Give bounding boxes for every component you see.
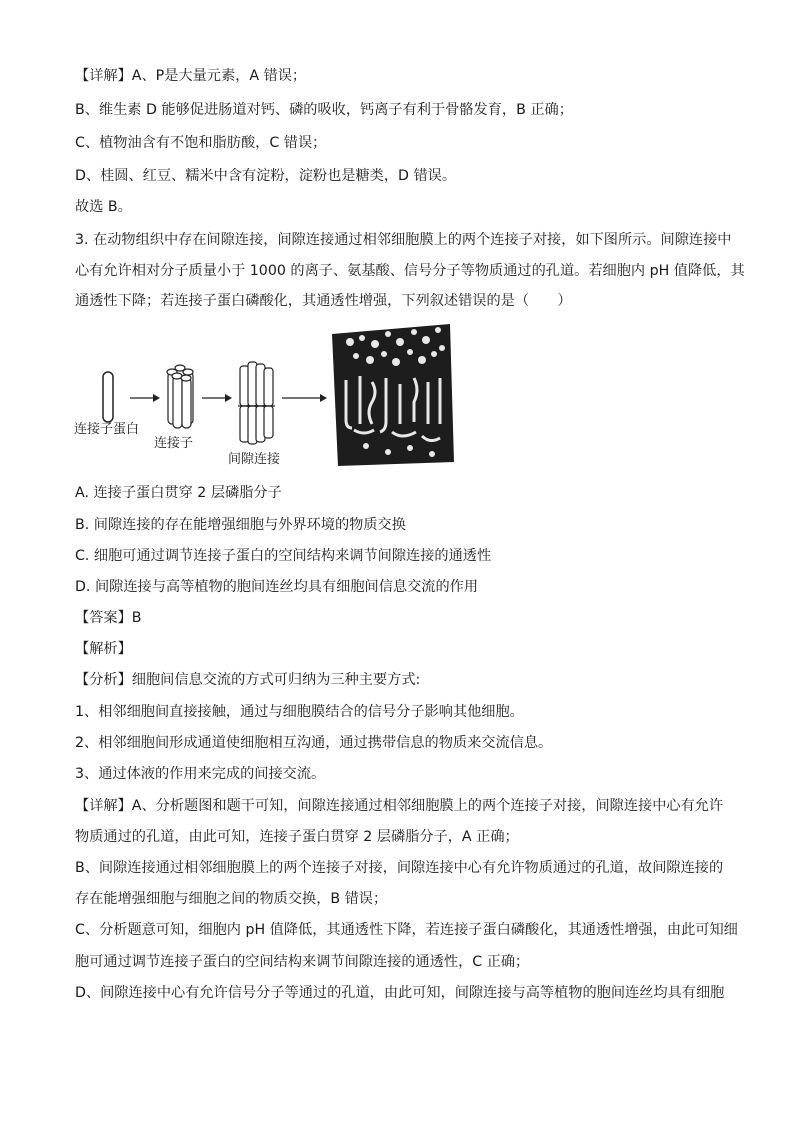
detail-line-a: 【详解】A、P是大量元素，A 错误； — [75, 68, 307, 84]
option-a: A. 连接子蛋白贯穿 2 层磷脂分子 — [75, 485, 282, 501]
detail-c-line-1: C、分析题意可知，细胞内 pH 值降低，其通透性下降，若连接子蛋白磷酸化，其通透性增强，由此可知细 — [75, 922, 738, 938]
arrow-1-head — [153, 394, 160, 402]
answer-line: 【答案】B — [75, 610, 142, 626]
label-gap-junction: 间隙连接 — [228, 452, 281, 467]
analysis-intro: 【分析】细胞间信息交流的方式可归纳为三种主要方式: — [75, 672, 421, 688]
method-2: 2、相邻细胞间形成通道使细胞相互沟通，通过携带信息的物质来交流信息。 — [75, 735, 553, 751]
membrane-block-icon — [332, 324, 454, 466]
option-d: D. 间隙连接与高等植物的胞间连丝均具有细胞间信息交流的作用 — [75, 579, 479, 595]
gap-junction-icon — [238, 362, 275, 444]
detail-line-c: C、植物油含有不饱和脂肪酸，C 错误； — [75, 135, 327, 151]
label-connexon: 连接子 — [154, 436, 194, 451]
detail-b-line-2: 存在能增强细胞与细胞之间的物质交换，B 错误； — [75, 891, 388, 907]
detail-line-d: D、桂圆、红豆、糯米中含有淀粉，淀粉也是糖类，D 错误。 — [75, 168, 457, 184]
option-c: C. 细胞可通过调节连接子蛋白的空间结构来调节间隙连接的通透性 — [75, 548, 492, 564]
detail-b-line-1: B、间隙连接通过相邻细胞膜上的两个连接子对接，间隙连接中心有允许物质通过的孔道，故间隙连接的 — [75, 860, 724, 876]
detail-line-b: B、维生素 D 能够促进肠道对钙、磷的吸收，钙离子有利于骨骼发育，B 正确； — [75, 102, 573, 118]
detail-a-line-1: 【详解】A、分析题图和题干可知，间隙连接通过相邻细胞膜上的两个连接子对接，间隙连接中心有允许 — [75, 798, 724, 814]
connexin-protein-icon — [103, 372, 113, 422]
question-3-line-1: 3. 在动物组织中存在间隙连接，间隙连接通过相邻细胞膜上的两个连接子对接，如下图所示。间隙连接中 — [75, 232, 732, 248]
arrow-2-head — [225, 394, 232, 402]
question-3-line-2: 心有允许相对分子质量小于 1000 的离子、氨基酸、信号分子等物质通过的孔道。若细胞内 pH 值降低，其 — [75, 263, 745, 279]
question-3-line-3: 通透性下降；若连接子蛋白磷酸化，其通透性增强，下列叙述错误的是（ ） — [75, 293, 572, 309]
method-3: 3、通过体液的作用来完成的间接交流。 — [75, 766, 326, 782]
method-1: 1、相邻细胞间直接接触，通过与细胞膜结合的信号分子影响其他细胞。 — [75, 704, 524, 720]
label-connexin-protein: 连接子蛋白 — [74, 422, 140, 437]
choice-line: 故选 B。 — [75, 199, 132, 215]
detail-d-line-1: D、间隙连接中心有允许信号分子等通过的孔道，由此可知，间隙连接与高等植物的胞间连丝均具有细胞 — [75, 985, 725, 1001]
detail-c-line-2: 胞可通过调节连接子蛋白的空间结构来调节间隙连接的通透性，C 正确； — [75, 954, 530, 970]
connexon-icon — [167, 365, 193, 428]
option-b: B. 间隙连接的存在能增强细胞与外界环境的物质交换 — [75, 517, 406, 533]
detail-a-line-2: 物质通过的孔道，由此可知，连接子蛋白贯穿 2 层磷脂分子，A 正确； — [75, 829, 519, 845]
arrow-3-head — [320, 394, 327, 402]
gap-junction-figure — [70, 320, 460, 470]
analysis-heading: 【解析】 — [75, 641, 132, 657]
